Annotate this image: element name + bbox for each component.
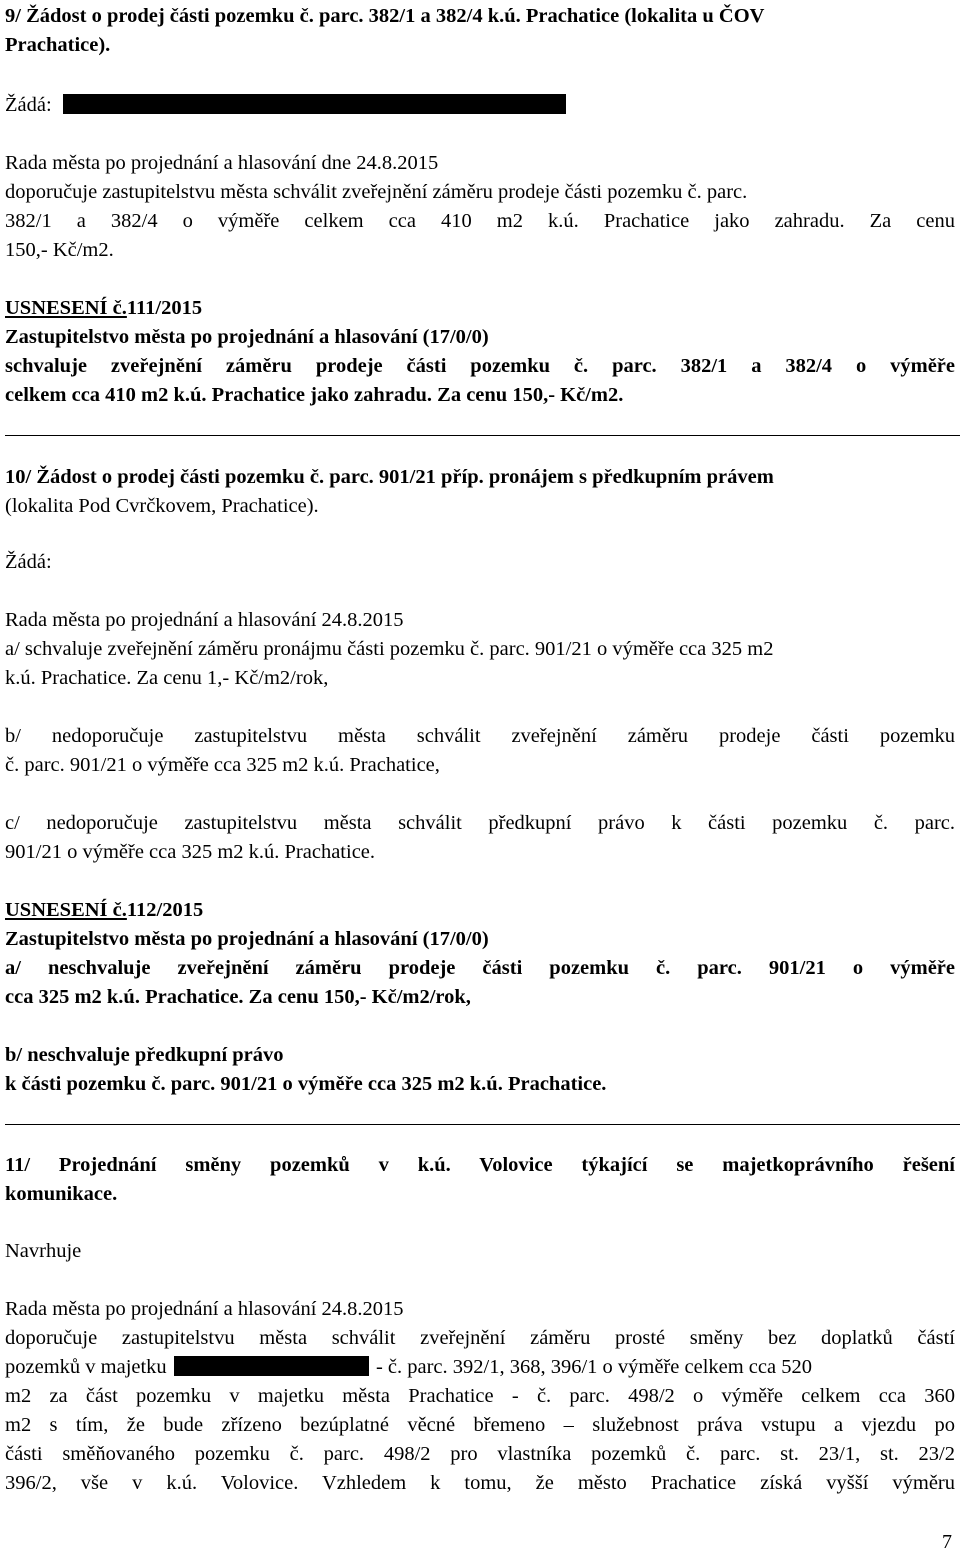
section-11-council [5, 1295, 955, 1498]
section-11-proposes [5, 1237, 955, 1266]
proposes-label: Navrhuje [5, 1240, 82, 1262]
section-10-title [5, 463, 955, 521]
council-line-5: m2 s tím, že bude zřízeno bezúplatné věcné břemeno – služebnost práva vstupu a vjezdu po [5, 1414, 955, 1436]
section-10-title-line-2: (lokalita Pod Cvrčkovem, Prachatice). [5, 495, 319, 517]
redacted-owner [174, 1356, 369, 1376]
applicant-label: Žádá: [5, 551, 52, 573]
section-10-council [5, 606, 955, 693]
section-divider [5, 1124, 960, 1125]
redacted-name [63, 94, 566, 114]
council-line-3-end: - č. parc. 392/1, 368, 396/1 o výměře celkem cca 520 [375, 1356, 812, 1378]
council-line-1: Rada města po projednání a hlasování 24.8.2015 [5, 1298, 404, 1320]
section-9-title-line-1: 9/ Žádost o prodej části pozemku č. parc. 382/1 a 382/4 k.ú. Prachatice (lokalita u ČOV [5, 5, 765, 27]
resolution-item-b-line-1: b/ neschvaluje předkupní právo [5, 1044, 284, 1066]
resolution-112-item-b [5, 1041, 955, 1099]
council-line-4: 150,- Kč/m2. [5, 239, 114, 261]
resolution-line-2: schvaluje zveřejnění záměru prodeje části pozemku č. parc. 382/1 a 382/4 o výměře [5, 355, 955, 377]
resolution-label: USNESENÍ č. [5, 297, 127, 319]
section-11-title-line-1: 11/ Projednání směny pozemků v k.ú. Volovice týkající se majetkoprávního řešení [5, 1154, 955, 1176]
council-line-4: m2 za část pozemku v majetku města Prachatice - č. parc. 498/2 o výměře celkem cca 360 [5, 1385, 955, 1407]
section-9-council [5, 149, 955, 265]
council-line-3-start: pozemků v majetku [5, 1356, 167, 1378]
council-item-a-line-1: a/ schvaluje zveřejnění záměru pronájmu části pozemku č. parc. 901/21 o výměře cca 325 m2 [5, 638, 774, 660]
council-line-1: Rada města po projednání a hlasování dne 24.8.2015 [5, 152, 439, 174]
section-divider [5, 435, 960, 436]
council-line-2: doporučuje zastupitelstvu města schválit zveřejnění záměru prosté směny bez doplatků částí [5, 1327, 955, 1349]
section-10-title-line-1: 10/ Žádost o prodej části pozemku č. parc. 901/21 příp. pronájem s předkupním právem [5, 466, 774, 488]
resolution-label: USNESENÍ č. [5, 899, 127, 921]
section-9-title-line-2: Prachatice). [5, 34, 111, 56]
council-item-b-line-2: č. parc. 901/21 o výměře cca 325 m2 k.ú. Prachatice, [5, 754, 440, 776]
resolution-line-1: Zastupitelstvo města po projednání a hlasování (17/0/0) [5, 326, 489, 348]
resolution-111 [5, 294, 955, 410]
page-number: 7 [942, 1531, 952, 1553]
resolution-112 [5, 896, 955, 1012]
section-9-applicant [5, 91, 955, 120]
resolution-number: 112/2015 [126, 899, 204, 921]
council-line-3 [5, 1353, 955, 1382]
council-item-c-line-1: c/ nedoporučuje zastupitelstvu města schválit předkupní právo k části pozemku č. parc. [5, 812, 955, 834]
council-item-b-line-1: b/ nedoporučuje zastupitelstvu města schválit zveřejnění záměru prodeje části pozemku [5, 725, 955, 747]
section-10-item-c [5, 809, 955, 867]
applicant-label: Žádá: [5, 94, 52, 116]
section-9-title [5, 2, 955, 60]
resolution-item-a-line-1: a/ neschvaluje zveřejnění záměru prodeje části pozemku č. parc. 901/21 o výměře [5, 957, 955, 979]
council-line-3: 382/1 a 382/4 o výměře celkem cca 410 m2 k.ú. Prachatice jako zahradu. Za cenu [5, 210, 955, 232]
council-item-c-line-2: 901/21 o výměře cca 325 m2 k.ú. Prachatice. [5, 841, 376, 863]
resolution-line-3: celkem cca 410 m2 k.ú. Prachatice jako zahradu. Za cenu 150,- Kč/m2. [5, 384, 624, 406]
section-10-item-b [5, 722, 955, 780]
resolution-item-a-line-2: cca 325 m2 k.ú. Prachatice. Za cenu 150,- Kč/m2/rok, [5, 986, 471, 1008]
council-line-7: 396/2, vše v k.ú. Volovice. Vzhledem k tomu, že město Prachatice získá vyšší výměru [5, 1472, 955, 1494]
resolution-item-b-line-2: k části pozemku č. parc. 901/21 o výměře cca 325 m2 k.ú. Prachatice. [5, 1073, 607, 1095]
section-11-title-line-2: komunikace. [5, 1183, 118, 1205]
resolution-line-1: Zastupitelstvo města po projednání a hlasování (17/0/0) [5, 928, 489, 950]
section-11-title [5, 1151, 955, 1209]
council-line-2: doporučuje zastupitelstvu města schválit zveřejnění záměru prodeje části pozemku č. parc. [5, 181, 748, 203]
council-line-6: části směňovaného pozemku č. parc. 498/2 pro vlastníka pozemků č. parc. st. 23/1, st. 23/2 [5, 1443, 955, 1465]
section-10-applicant [5, 548, 955, 577]
council-line-1: Rada města po projednání a hlasování 24.8.2015 [5, 609, 404, 631]
council-item-a-line-2: k.ú. Prachatice. Za cenu 1,- Kč/m2/rok, [5, 667, 329, 689]
resolution-number: 111/2015 [126, 297, 203, 319]
